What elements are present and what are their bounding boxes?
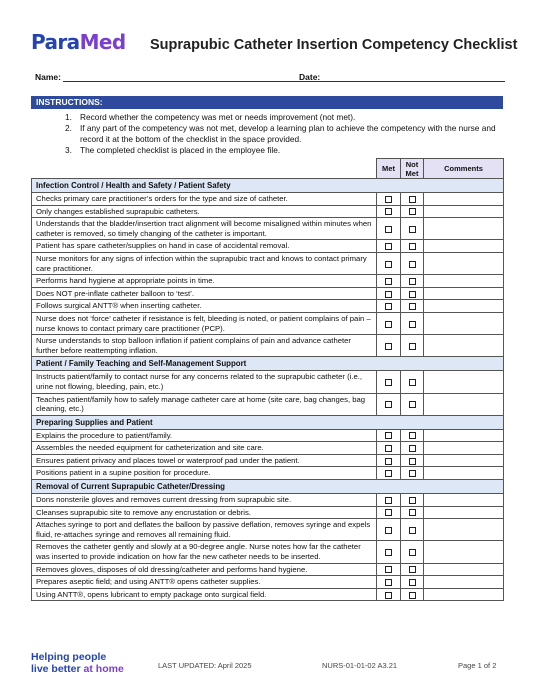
not-met-checkbox[interactable] bbox=[409, 432, 416, 439]
comments-cell[interactable] bbox=[424, 371, 504, 393]
not-met-checkbox[interactable] bbox=[409, 401, 416, 408]
checklist-row bbox=[32, 506, 504, 519]
comments-cell[interactable] bbox=[424, 442, 504, 455]
not-met-checkbox[interactable] bbox=[409, 321, 416, 328]
checklist-row bbox=[32, 218, 504, 240]
met-checkbox[interactable] bbox=[385, 432, 392, 439]
checklist-row bbox=[32, 519, 504, 541]
date-label: Date: bbox=[299, 72, 321, 82]
not-met-checkbox[interactable] bbox=[409, 549, 416, 556]
comments-cell[interactable] bbox=[424, 429, 504, 442]
section-header-row bbox=[32, 179, 504, 193]
checklist-item-text: Follows surgical ANTT® when inserting catheter. bbox=[32, 300, 377, 313]
met-checkbox[interactable] bbox=[385, 303, 392, 310]
comments-cell[interactable] bbox=[424, 506, 504, 519]
not-met-checkbox-cell bbox=[401, 506, 424, 519]
not-met-checkbox[interactable] bbox=[409, 527, 416, 534]
instruction-number: 2. bbox=[65, 123, 72, 133]
header-blank-cell bbox=[32, 159, 377, 179]
not-met-checkbox-cell bbox=[401, 429, 424, 442]
met-checkbox[interactable] bbox=[385, 261, 392, 268]
met-checkbox-cell bbox=[377, 240, 401, 253]
not-met-checkbox-cell bbox=[401, 371, 424, 393]
checklist-item-text: Performs hand hygiene at appropriate points in time. bbox=[32, 275, 377, 288]
not-met-checkbox-cell bbox=[401, 454, 424, 467]
section-title: Infection Control / Health and Safety / Patient Safety bbox=[32, 179, 504, 193]
comments-cell[interactable] bbox=[424, 218, 504, 240]
comments-cell[interactable] bbox=[424, 300, 504, 313]
met-checkbox[interactable] bbox=[385, 509, 392, 516]
not-met-checkbox[interactable] bbox=[409, 196, 416, 203]
met-checkbox[interactable] bbox=[385, 226, 392, 233]
met-checkbox-cell bbox=[377, 252, 401, 274]
not-met-checkbox-cell bbox=[401, 312, 424, 334]
checklist-row bbox=[32, 371, 504, 393]
checklist-row bbox=[32, 494, 504, 507]
comments-cell[interactable] bbox=[424, 312, 504, 334]
checklist-row bbox=[32, 563, 504, 576]
met-checkbox-cell bbox=[377, 519, 401, 541]
not-met-checkbox[interactable] bbox=[409, 379, 416, 386]
met-checkbox-cell bbox=[377, 205, 401, 218]
checklist-row bbox=[32, 287, 504, 300]
met-checkbox-cell bbox=[377, 287, 401, 300]
not-met-checkbox[interactable] bbox=[409, 278, 416, 285]
checklist-item-text: Does NOT pre-inflate catheter balloon to ‘test’. bbox=[32, 287, 377, 300]
comments-cell[interactable] bbox=[424, 205, 504, 218]
not-met-checkbox-cell bbox=[401, 442, 424, 455]
not-met-checkbox[interactable] bbox=[409, 566, 416, 573]
not-met-checkbox-cell bbox=[401, 541, 424, 563]
not-met-checkbox[interactable] bbox=[409, 509, 416, 516]
competency-table bbox=[31, 158, 504, 601]
not-met-checkbox-cell bbox=[401, 467, 424, 480]
met-checkbox-cell bbox=[377, 467, 401, 480]
comments-cell[interactable] bbox=[424, 576, 504, 589]
paramed-logo bbox=[31, 30, 126, 54]
not-met-checkbox-cell bbox=[401, 300, 424, 313]
met-checkbox[interactable] bbox=[385, 458, 392, 465]
met-checkbox[interactable] bbox=[385, 379, 392, 386]
checklist-item-text: Patient has spare catheter/supplies on hand in case of accidental removal. bbox=[32, 240, 377, 253]
met-checkbox[interactable] bbox=[385, 445, 392, 452]
met-checkbox-cell bbox=[377, 312, 401, 334]
checklist-item-text: Removes gloves, disposes of old dressing/catheter and performs hand hygiene. bbox=[32, 563, 377, 576]
not-met-checkbox[interactable] bbox=[409, 226, 416, 233]
checklist-row bbox=[32, 576, 504, 589]
section-title: Removal of Current Suprapubic Catheter/Dressing bbox=[32, 480, 504, 494]
not-met-checkbox[interactable] bbox=[409, 470, 416, 477]
checklist-item-text: Removes the catheter gently and slowly at a 90-degree angle. Nurse notes how far the catheter was inserted to provide indication on how far the new catheter needs to be inserted. bbox=[32, 541, 377, 563]
not-met-checkbox[interactable] bbox=[409, 291, 416, 298]
met-checkbox-cell bbox=[377, 275, 401, 288]
met-checkbox-cell bbox=[377, 300, 401, 313]
checklist-item-text: Assembles the needed equipment for catheterization and site care. bbox=[32, 442, 377, 455]
checklist-row bbox=[32, 252, 504, 274]
not-met-checkbox[interactable] bbox=[409, 497, 416, 504]
instructions-list bbox=[65, 112, 497, 156]
page-number: Page 1 of 2 bbox=[458, 661, 497, 670]
not-met-checkbox-cell bbox=[401, 335, 424, 357]
met-checkbox-cell bbox=[377, 429, 401, 442]
logo-text-med: Med bbox=[79, 30, 126, 54]
section-header-row bbox=[32, 415, 504, 429]
comments-column-header: Comments bbox=[424, 159, 504, 179]
not-met-checkbox-cell bbox=[401, 275, 424, 288]
checklist-row bbox=[32, 393, 504, 415]
not-met-checkbox-cell bbox=[401, 287, 424, 300]
met-checkbox-cell bbox=[377, 442, 401, 455]
checklist-row bbox=[32, 193, 504, 206]
comments-cell[interactable] bbox=[424, 240, 504, 253]
name-date-fields bbox=[35, 70, 505, 84]
comments-cell[interactable] bbox=[424, 287, 504, 300]
checklist-row bbox=[32, 442, 504, 455]
met-checkbox[interactable] bbox=[385, 497, 392, 504]
checklist-item-text: Using ANTT®, opens lubricant to empty package onto surgical field. bbox=[32, 588, 377, 601]
not-met-checkbox-cell bbox=[401, 205, 424, 218]
met-checkbox[interactable] bbox=[385, 321, 392, 328]
not-met-checkbox[interactable] bbox=[409, 343, 416, 350]
met-checkbox[interactable] bbox=[385, 278, 392, 285]
tagline-line-1: Helping people bbox=[31, 651, 107, 663]
section-title: Preparing Supplies and Patient bbox=[32, 415, 504, 429]
checklist-item-text: Positions patient in a supine position for procedure. bbox=[32, 467, 377, 480]
not-met-checkbox-cell bbox=[401, 193, 424, 206]
met-checkbox[interactable] bbox=[385, 470, 392, 477]
met-checkbox-cell bbox=[377, 494, 401, 507]
checklist-item-text: Attaches syringe to port and deflates the balloon by passive deflation, removes syringe and expels fluid, re-attaches syringe and removes all remaining fluid. bbox=[32, 519, 377, 541]
met-checkbox[interactable] bbox=[385, 401, 392, 408]
page-title: Suprapubic Catheter Insertion Competency Checklist bbox=[150, 37, 518, 53]
met-checkbox-cell bbox=[377, 576, 401, 589]
met-checkbox[interactable] bbox=[385, 592, 392, 599]
checklist-row bbox=[32, 429, 504, 442]
not-met-checkbox[interactable] bbox=[409, 243, 416, 250]
not-met-checkbox[interactable] bbox=[409, 579, 416, 586]
checklist-item-text: Checks primary care practitioner’s orders for the type and size of catheter. bbox=[32, 193, 377, 206]
checklist-item-text: Cleanses suprapubic site to remove any encrustation or debris. bbox=[32, 506, 377, 519]
met-checkbox[interactable] bbox=[385, 527, 392, 534]
checklist-item-text: Nurse understands to stop balloon inflation if patient complains of pain and advance catheter further before reattempting inflation. bbox=[32, 335, 377, 357]
logo-text-para: Para bbox=[31, 30, 80, 54]
comments-cell[interactable] bbox=[424, 252, 504, 274]
section-header-row bbox=[32, 357, 504, 371]
section-header-row bbox=[32, 480, 504, 494]
document-code: NURS-01-01-02 A3.21 bbox=[322, 661, 398, 670]
checklist-item-text: Explains the procedure to patient/family. bbox=[32, 429, 377, 442]
checklist-item-text: Ensures patient privacy and places towel or waterproof pad under the patient. bbox=[32, 454, 377, 467]
instruction-item bbox=[65, 112, 497, 123]
tagline-line-2b: at home bbox=[83, 663, 124, 675]
not-met-checkbox-cell bbox=[401, 252, 424, 274]
instruction-text: If any part of the competency was not met, develop a learning plan to achieve the competency with the nurse and record it at the bottom of the checklist in the space provided. bbox=[80, 123, 496, 144]
not-met-checkbox-cell bbox=[401, 494, 424, 507]
checklist-item-text: Understands that the bladder/insertion tract alignment will become misaligned within minutes when catheter is removed, so timely changing of the catheter is important. bbox=[32, 218, 377, 240]
not-met-checkbox-cell bbox=[401, 393, 424, 415]
comments-cell[interactable] bbox=[424, 454, 504, 467]
checklist-item-text: Dons nonsterile gloves and removes current dressing from suprapubic site. bbox=[32, 494, 377, 507]
name-field-line[interactable] bbox=[63, 81, 328, 82]
met-checkbox[interactable] bbox=[385, 196, 392, 203]
last-updated: LAST UPDATED: April 2025 bbox=[158, 661, 252, 670]
not-met-checkbox[interactable] bbox=[409, 208, 416, 215]
met-checkbox[interactable] bbox=[385, 549, 392, 556]
not-met-checkbox-cell bbox=[401, 588, 424, 601]
comments-cell[interactable] bbox=[424, 588, 504, 601]
not-met-checkbox[interactable] bbox=[409, 261, 416, 268]
met-checkbox-cell bbox=[377, 393, 401, 415]
checklist-item-text: Only changes established suprapubic catheters. bbox=[32, 205, 377, 218]
met-checkbox-cell bbox=[377, 371, 401, 393]
comments-cell[interactable] bbox=[424, 193, 504, 206]
checklist-row bbox=[32, 454, 504, 467]
not-met-checkbox-cell bbox=[401, 576, 424, 589]
checklist-row bbox=[32, 240, 504, 253]
met-checkbox[interactable] bbox=[385, 291, 392, 298]
not-met-checkbox-cell bbox=[401, 563, 424, 576]
met-column-header: Met bbox=[377, 159, 401, 179]
not-met-checkbox-cell bbox=[401, 240, 424, 253]
date-field-line[interactable] bbox=[323, 81, 505, 82]
checklist-row bbox=[32, 275, 504, 288]
checklist-row bbox=[32, 335, 504, 357]
checklist-row bbox=[32, 312, 504, 334]
not-met-checkbox[interactable] bbox=[409, 592, 416, 599]
met-checkbox-cell bbox=[377, 541, 401, 563]
met-checkbox-cell bbox=[377, 454, 401, 467]
comments-cell[interactable] bbox=[424, 335, 504, 357]
instruction-text: Record whether the competency was met or needs improvement (not met). bbox=[80, 112, 356, 122]
instruction-item bbox=[65, 123, 497, 145]
met-checkbox[interactable] bbox=[385, 208, 392, 215]
not-met-checkbox[interactable] bbox=[409, 303, 416, 310]
checklist-row bbox=[32, 541, 504, 563]
comments-cell[interactable] bbox=[424, 275, 504, 288]
met-checkbox-cell bbox=[377, 588, 401, 601]
comments-cell[interactable] bbox=[424, 563, 504, 576]
checklist-row bbox=[32, 300, 504, 313]
met-checkbox-cell bbox=[377, 218, 401, 240]
instructions-heading: INSTRUCTIONS: bbox=[31, 96, 503, 109]
met-checkbox-cell bbox=[377, 335, 401, 357]
met-checkbox[interactable] bbox=[385, 343, 392, 350]
met-checkbox-cell bbox=[377, 563, 401, 576]
footer-tagline bbox=[31, 651, 124, 675]
name-label: Name: bbox=[35, 72, 61, 82]
tagline-line-2a: live better bbox=[31, 663, 84, 675]
checklist-item-text: Prepares aseptic field; and using ANTT® opens catheter supplies. bbox=[32, 576, 377, 589]
comments-cell[interactable] bbox=[424, 519, 504, 541]
instruction-item bbox=[65, 145, 497, 156]
checklist-item-text: Instructs patient/family to contact nurse for any concerns related to the suprapubic catheter (i.e., urine not flowing, bleeding, pain, etc.) bbox=[32, 371, 377, 393]
checklist-row bbox=[32, 205, 504, 218]
comments-cell[interactable] bbox=[424, 393, 504, 415]
checklist-item-text: Teaches patient/family how to safely manage catheter care at home (site care, bag changes, bag cleaning, etc.) bbox=[32, 393, 377, 415]
met-checkbox[interactable] bbox=[385, 566, 392, 573]
instruction-number: 3. bbox=[65, 145, 72, 155]
checklist-item-text: Nurse monitors for any signs of infection within the suprapubic tract and knows to contact primary care practitioner. bbox=[32, 252, 377, 274]
met-checkbox-cell bbox=[377, 506, 401, 519]
met-checkbox[interactable] bbox=[385, 579, 392, 586]
comments-cell[interactable] bbox=[424, 541, 504, 563]
not-met-checkbox[interactable] bbox=[409, 445, 416, 452]
met-checkbox[interactable] bbox=[385, 243, 392, 250]
not-met-checkbox-cell bbox=[401, 218, 424, 240]
section-title: Patient / Family Teaching and Self-Management Support bbox=[32, 357, 504, 371]
met-checkbox-cell bbox=[377, 193, 401, 206]
comments-cell[interactable] bbox=[424, 467, 504, 480]
instruction-number: 1. bbox=[65, 112, 72, 122]
not-met-checkbox-cell bbox=[401, 519, 424, 541]
not-met-column-header: Not Met bbox=[401, 159, 424, 179]
instruction-text: The completed checklist is placed in the employee file. bbox=[80, 145, 281, 155]
not-met-checkbox[interactable] bbox=[409, 458, 416, 465]
checklist-row bbox=[32, 588, 504, 601]
checklist-row bbox=[32, 467, 504, 480]
comments-cell[interactable] bbox=[424, 494, 504, 507]
checklist-item-text: Nurse does not ‘force’ catheter if resistance is felt, bleeding is noted, or patient complains of pain – nurse knows to contact primary care practitioner (PCP). bbox=[32, 312, 377, 334]
